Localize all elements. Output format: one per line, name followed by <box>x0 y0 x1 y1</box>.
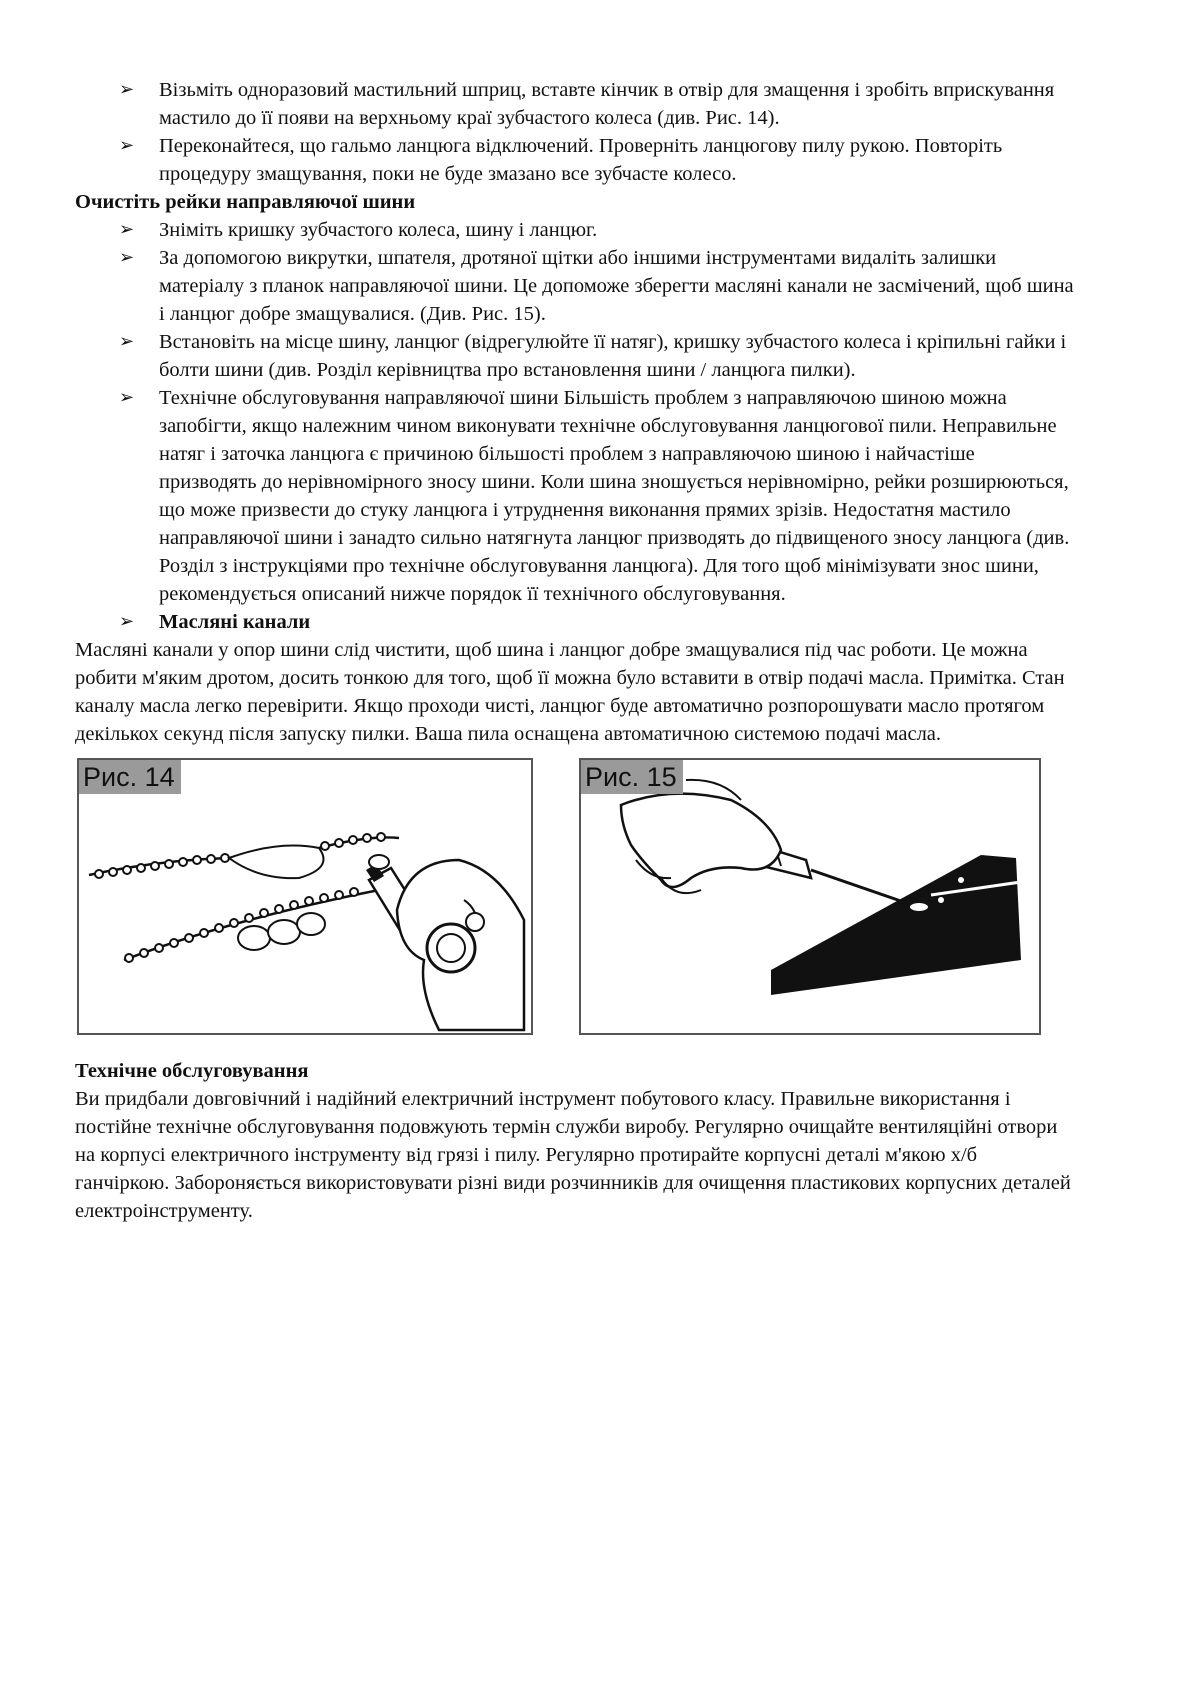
arrow-bullet-icon: ➢ <box>119 79 135 100</box>
list-item: ➢ Масляні канали <box>119 608 1075 636</box>
rails-bullet-list <box>75 216 1075 636</box>
figure-14-label: Рис. 14 <box>79 760 181 794</box>
document-page <box>75 76 1075 1225</box>
chain-lubrication-illustration <box>79 760 531 1033</box>
section-heading-maintenance: Технічне обслуговування <box>75 1060 309 1082</box>
arrow-bullet-icon: ➢ <box>119 135 135 156</box>
arrow-bullet-icon: ➢ <box>119 219 135 240</box>
arrow-bullet-icon: ➢ <box>119 331 135 352</box>
figure-14 <box>77 758 533 1035</box>
list-item: ➢ Технічне обслуговування направляючої шини Більшість проблем з направляючою шиною можна запобігти, якщо належним чином виконувати технічне обслуговування ланцюгової пили. Неправильне натяг і заточка ланцюга є причиною більшості проблем з направляючою шиною і найчастіше призводять до нерівномірного зносу шини. Коли шина зношується нерівномірно, рейки розширюються, що може призвести до стуку ланцюга і утруднення виконання прямих зрізів. Недостатня мастило направляючої шини і занадто сильно натягнута ланцюг призводять до підвищеного зносу ланцюга (див. Розділ з інструкціями про технічне обслуговування ланцюга). Для того щоб мінімізувати знос шини, рекомендується описаний нижче порядок її технічного обслуговування. <box>119 384 1075 608</box>
figure-15-label: Рис. 15 <box>581 760 683 794</box>
arrow-bullet-icon: ➢ <box>119 611 135 632</box>
oil-channels-paragraph: Масляні канали у опор шини слід чистити, щоб шина і ланцюг добре змащувалися під час роботи. Це можна робити м'яким дротом, досить тонкою для того, щоб її можна було вставити в отвір подачі масла. Примітка. Стан каналу масла легко перевірити. Якщо проходи чисті, ланцюг буде автоматично розпорошувати масло протягом декількох секунд після запуску пилки. Ваша пила оснащена автоматичною системою подачі масла. <box>75 639 1065 745</box>
maintenance-paragraph: Ви придбали довговічний і надійний електричний інструмент побутового класу. Правильне використання і постійне технічне обслуговування подовжують термін служби виробу. Регулярно очищайте вентиляційні отвори на корпусі електричного інструменту від грязі і пилу. Регулярно протирайте корпусні деталі м'якою х/б ганчіркою. Забороняється використовувати різні види розчинників для очищення пластикових корпусних деталей електроінструменту. <box>75 1088 1071 1222</box>
screwdriver-shaft <box>811 870 921 908</box>
figure-15 <box>579 758 1041 1035</box>
arrow-bullet-icon: ➢ <box>119 387 135 408</box>
list-item: ➢ За допомогою викрутки, шпателя, дротяної щітки або іншими інструментами видаліть залишки матеріалу з планок направляючої шини. Це допоможе зберегти масляні канали не засмічений, щоб шина і ланцюг добре змащувалися. (Див. Рис. 15). <box>119 244 1075 328</box>
finger-shape <box>229 846 324 879</box>
list-item: ➢ Встановіть на місце шину, ланцюг (відрегулюйте її натяг), кришку зубчастого колеса і кріпильні гайки і болти шини (див. Розділ керівництва про встановлення шини / ланцюга пилки). <box>119 328 1075 384</box>
upper-chain-right <box>319 837 399 848</box>
bar-cleaning-illustration <box>581 760 1039 1033</box>
list-item: ➢ Переконайтеся, що гальмо ланцюга відключений. Проверніть ланцюгову пилу рукою. Повторіть процедуру змащування, поки не буде змазано все зубчасте колесо. <box>119 132 1075 188</box>
arrow-bullet-icon: ➢ <box>119 247 135 268</box>
top-bullet-list <box>75 76 1075 188</box>
list-item: ➢ Зніміть кришку зубчастого колеса, шину і ланцюг. <box>119 216 1075 244</box>
figures-row <box>75 758 1075 1033</box>
list-item: ➢ Візьміть одноразовий мастильний шприц, вставте кінчик в отвір для змащення і зробіть вприскування мастило до її появи на верхньому краї зубчастого колеса (див. Рис. 14). <box>119 76 1075 132</box>
hand-shape <box>621 794 781 887</box>
section-heading-rails: Очистіть рейки направляючої шини <box>75 191 416 213</box>
